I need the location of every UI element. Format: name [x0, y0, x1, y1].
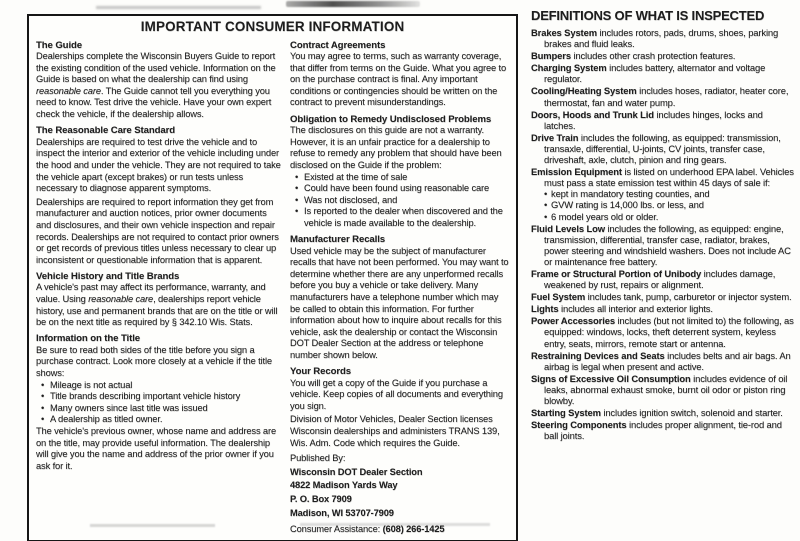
- text-part: . The Guide cannot tell you everything you need to know. Test drive the vehicle. Have your own expert check the vehicle, if the dealership allows.: [36, 85, 272, 120]
- definition-cooling-heating-system: [531, 85, 795, 107]
- definition-text: includes proper alignment, tie-rod and ball joints.: [544, 419, 782, 442]
- scan-artifact: [96, 6, 261, 9]
- definition-text: includes the following, as equipped: engine, transmission, differential, transfer case, radiator, brakes, power steering and windshield washers. Does not include AC or maintenance free battery.: [544, 222, 791, 267]
- section-contract-agreements: [290, 40, 510, 110]
- definition-text: includes belts and air bags. An airbag is legal when present and active.: [544, 349, 791, 372]
- definition-term: Cooling/Heating System: [531, 85, 637, 97]
- definition-charging-system: [531, 62, 795, 84]
- paragraph-the-guide: [36, 51, 281, 121]
- published-by-label: Published By:: [290, 453, 346, 464]
- paragraph-title-outro: The vehicle's previous owner, whose name and address are on the title, may provide useful information. The dealership will give you the name and address of the prior owner if you ask for it.: [36, 426, 277, 471]
- paragraph-vehicle-history: [36, 282, 281, 328]
- section-heading-obligation-remedy: Obligation to Remedy Undisclosed Problems: [290, 113, 492, 125]
- section-heading-your-records: Your Records: [290, 366, 351, 378]
- publisher-address-line-2: P. O. Box 7909: [290, 493, 352, 504]
- paragraph-obligation-remedy: The disclosures on this guide are not a warranty. However, it is an unfair practice for a dealership to refuse to remedy any problem that should have been disclosed on the Guide if the problem:: [290, 125, 502, 170]
- paragraph-title-intro: Be sure to read both sides of the title before you sign a purchase contract. Look more closely at a vehicle if the title shows:: [36, 344, 272, 379]
- definitions-title: DEFINITIONS OF WHAT IS INSPECTED: [531, 8, 765, 23]
- definition-text: includes battery, alternator and voltage regulator.: [544, 62, 766, 85]
- text-part: Dealerships complete the Wisconsin Buyers Guide to report the existing condition of the used vehicle. Information on the Guide is based on what the dealership can find using: [36, 51, 276, 85]
- consumer-information-box: [27, 14, 518, 541]
- definition-drive-train: [531, 132, 795, 165]
- list-item: • Many owners since last title was issued: [41, 403, 281, 415]
- title-warning-list: [36, 380, 281, 426]
- section-heading-the-guide: The Guide: [36, 39, 83, 51]
- definition-bumpers: [531, 50, 795, 61]
- section-manufacturer-recalls: [290, 234, 510, 362]
- definition-brakes-system: [531, 27, 795, 49]
- definition-text: includes the following, as equipped: transmission, transaxle, differential, U-joints, CV joints, transfer case, driveshaft, axle, clutch, pinion and ring gears.: [544, 131, 781, 166]
- definition-steering-components: [531, 419, 795, 441]
- consumer-info-left-column: [36, 35, 281, 536]
- scan-artifact: [286, 1, 420, 7]
- paragraph-your-records-1: You will get a copy of the Guide if you purchase a vehicle. Keep copies of all documents and everything you sign.: [290, 377, 503, 411]
- definition-text: includes damage, weakened by rust, repairs or alignment.: [544, 267, 776, 291]
- definition-text: includes hinges, locks and latches.: [544, 108, 763, 131]
- list-item: • Title brands describing important vehicle history: [41, 391, 281, 403]
- section-heading-vehicle-history: Vehicle History and Title Brands: [36, 270, 180, 282]
- section-vehicle-history: [36, 271, 281, 329]
- paragraph-reasonable-care-2: Dealerships are required to report information they get from manufacturer and auction notices, prior owner documents and disclosures, and their own vehicle inspection and repair records. Dealerships are not required to contact prior owners or get records of previous titles unless necessary to clear up inconsistent or questionable information that is apparent.: [36, 196, 279, 265]
- section-heading-information-on-title: Information on the Title: [36, 333, 141, 345]
- text-part-italic: reasonable care: [36, 85, 101, 96]
- definition-text: is listed on underhood EPA label. Vehicles must pass a state emission test within 45 days of sale if:: [544, 166, 794, 189]
- consumer-assistance-line: [290, 524, 510, 536]
- definition-term: Lights: [531, 303, 559, 315]
- list-item: • Mileage is not actual: [41, 380, 281, 392]
- definition-text: includes ignition switch, solenoid and starter.: [603, 407, 783, 419]
- definition-text: includes rotors, pads, drums, shoes, parking brakes and fluid leaks.: [544, 27, 779, 50]
- section-your-records: [290, 366, 510, 449]
- definition-fuel-system: [531, 291, 795, 302]
- definition-restraining-devices-seats: [531, 350, 795, 372]
- text-part: , dealerships report vehicle history, use and permanent brands that are on the title or will be on the next title as required by § 342.10 Wis. Stats.: [36, 293, 278, 328]
- list-item: • A dealership as titled owner.: [41, 414, 281, 426]
- list-item: • Is reported to the dealer when discovered and the vehicle is made available to the dealership.: [295, 206, 510, 229]
- definition-term: Bumpers: [531, 50, 571, 62]
- publisher-address-line-1: 4822 Madison Yards Way: [290, 480, 398, 491]
- list-item: • 6 model years old or older.: [544, 211, 795, 222]
- section-heading-reasonable-care: The Reasonable Care Standard: [36, 125, 176, 137]
- definition-doors-hoods-trunk-lid: [531, 109, 795, 131]
- section-heading-manufacturer-recalls: Manufacturer Recalls: [290, 234, 386, 245]
- list-item: • kept in mandatory testing counties, and: [544, 188, 795, 199]
- paragraph-your-records-2: Division of Motor Vehicles, Dealer Section licenses Wisconsin dealerships and administers TRANS 139, Wis. Adm. Code which requires the Guide.: [290, 414, 500, 448]
- definition-power-accessories: [531, 315, 795, 348]
- paragraph-reasonable-care-1: Dealerships are required to test drive the vehicle and to inspect the interior and exterior of the vehicle including under the hood and under the vehicle. They are not required to take the vehicle apart (except brakes) or run tests unless necessary to diagnose apparent symptoms.: [36, 136, 281, 194]
- definition-term: Charging System: [531, 62, 607, 74]
- definition-term: Drive Train: [531, 131, 579, 143]
- publisher-address-line-3: Madison, WI 53707-7909: [290, 507, 394, 518]
- definition-starting-system: [531, 407, 795, 418]
- consumer-information-columns: [29, 34, 516, 536]
- definition-signs-oil-consumption: [531, 373, 795, 406]
- definition-text: includes other crash protection features.: [573, 50, 736, 62]
- definition-term: Restraining Devices and Seats: [531, 349, 665, 361]
- definition-fluid-levels-low: [531, 223, 795, 267]
- definition-term: Steering Components: [531, 419, 627, 431]
- definition-emission-equipment: [531, 166, 795, 221]
- definition-text: includes tank, pump, carburetor or injector system.: [587, 291, 792, 303]
- consumer-information-title: IMPORTANT CONSUMER INFORMATION: [140, 19, 405, 34]
- consumer-assistance-phone: (608) 266-1425: [382, 524, 445, 535]
- definition-frame-unibody: [531, 268, 795, 290]
- definition-term: Signs of Excessive Oil Consumption: [531, 372, 691, 384]
- section-the-guide: [36, 40, 281, 121]
- consumer-info-middle-column: [290, 35, 510, 536]
- publisher-name: Wisconsin DOT Dealer Section: [290, 466, 423, 477]
- list-item: • GVW rating is 14,000 lbs. or less, and: [544, 199, 795, 210]
- paragraph-contract-agreements: You may agree to terms, such as warranty coverage, that differ from terms on the Guide. What you agree to on the purchase contract is final. Any important conditions or contingencies should be written on the contract to prevent misunderstandings.: [290, 51, 507, 108]
- definition-term: Frame or Structural Portion of Unibody: [531, 267, 702, 279]
- definition-term: Fluid Levels Low: [531, 222, 605, 234]
- definitions-column: [531, 6, 795, 442]
- definition-term: Doors, Hoods and Trunk Lid: [531, 108, 654, 120]
- definition-term: Brakes System: [531, 27, 597, 38]
- section-heading-contract-agreements: Contract Agreements: [290, 39, 386, 51]
- definition-term: Emission Equipment: [531, 166, 622, 178]
- list-item: • Was not disclosed, and: [295, 195, 510, 207]
- paragraph-manufacturer-recalls: Used vehicle may be the subject of manufacturer recalls that have not been performed. You may want to determine whether there are any unperformed recalls before you buy a vehicle or take delivery. Many manufacturers have a telephone number which may be called to obtain this information. For further information about how to inquire about recalls for this vehicle, ask the dealership or contact the Wisconsin DOT Dealer Section at the address or telephone number shown below.: [290, 245, 509, 360]
- text-part-italic: reasonable care: [88, 293, 154, 304]
- text-part: A vehicle's past may affect its performance, warranty, and value. Using: [36, 282, 266, 304]
- emission-conditions-list: [544, 188, 795, 221]
- definition-text: includes hoses, radiator, heater core, thermostat, fan and water pump.: [544, 85, 789, 108]
- definition-term: Power Accessories: [531, 315, 615, 327]
- definition-lights: [531, 303, 795, 314]
- list-item: • Existed at the time of sale: [295, 172, 510, 184]
- section-information-on-title: [36, 333, 281, 472]
- definition-text: includes evidence of oil leaks, abnormal exhaust smoke, burnt oil odor or piston ring blowby.: [544, 372, 788, 406]
- definition-text: includes (but not limited to) the following, as equipped: windows, locks, theft deterrent system, keyless entry, seats, mirrors, remote start or antenna.: [544, 315, 794, 349]
- obligation-conditions-list: [290, 172, 510, 230]
- list-item: • Could have been found using reasonable care: [295, 183, 510, 195]
- section-reasonable-care: [36, 125, 281, 266]
- section-consumer-assistance: [290, 524, 510, 536]
- section-published-by: [290, 453, 510, 519]
- definition-term: Starting System: [531, 407, 601, 419]
- consumer-assistance-label: Consumer Assistance:: [290, 524, 381, 535]
- definition-term: Fuel System: [531, 291, 586, 303]
- section-obligation-remedy: [290, 114, 510, 230]
- definition-text: includes all interior and exterior lights.: [561, 303, 713, 315]
